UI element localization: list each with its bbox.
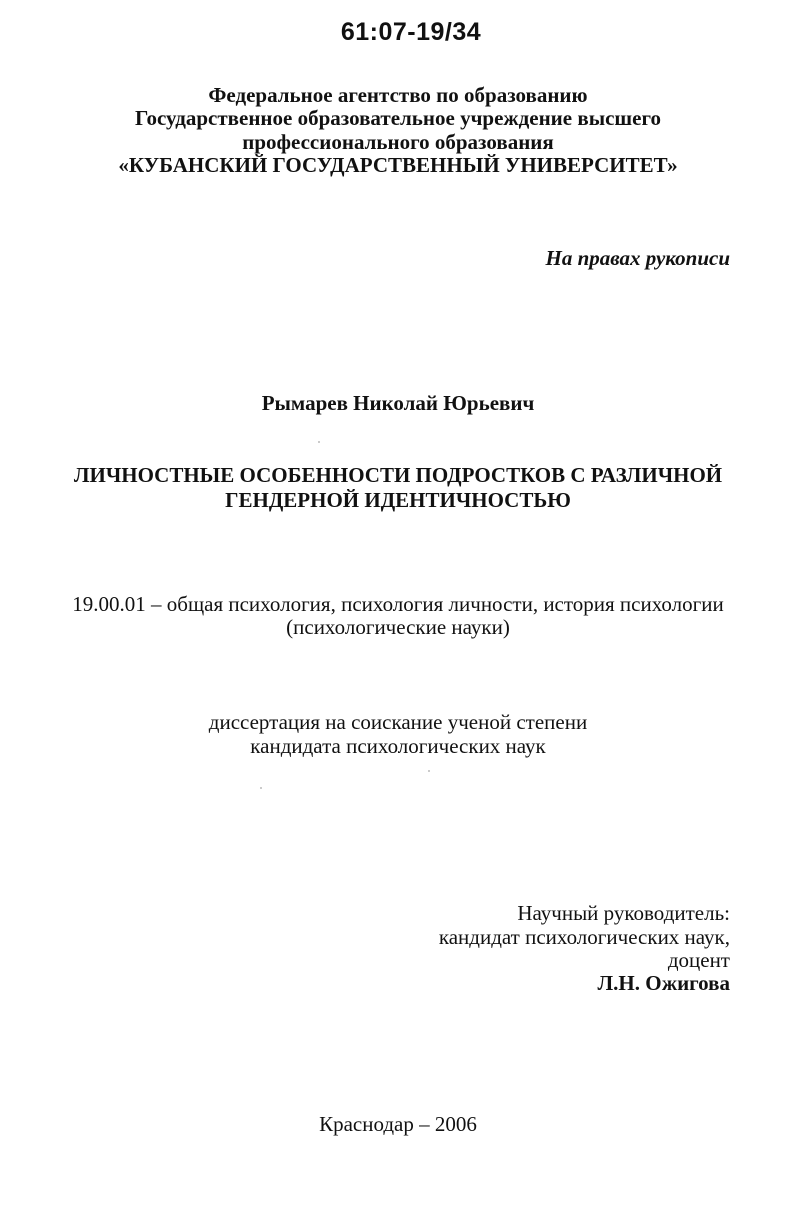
- supervisor-rank: доцент: [667, 948, 730, 972]
- scan-speck: [428, 770, 430, 772]
- supervisor-name: Л.Н. Ожигова: [597, 971, 730, 995]
- university-name: «КУБАНСКИЙ ГОСУДАРСТВЕННЫЙ УНИВЕРСИТЕТ»: [118, 153, 678, 177]
- scan-speck: [260, 787, 262, 789]
- institution-education-level: профессионального образования: [242, 130, 554, 154]
- dissertation-title-line-1: ЛИЧНОСТНЫЕ ОСОБЕННОСТИ ПОДРОСТКОВ С РАЗЛИЧНОЙ: [73, 463, 723, 487]
- specialty-field: (психологические науки): [286, 615, 510, 639]
- supervisor-label: Научный руководитель:: [517, 901, 730, 925]
- degree-purpose: диссертация на соискание ученой степени: [208, 710, 588, 734]
- degree-name: кандидата психологических наук: [250, 734, 546, 758]
- supervisor-degree: кандидат психологических наук,: [438, 925, 730, 949]
- manuscript-note: На правах рукописи: [545, 246, 730, 270]
- institution-agency: Федеральное агентство по образованию: [208, 83, 588, 107]
- dissertation-title-line-2: ГЕНДЕРНОЙ ИДЕНТИЧНОСТЬЮ: [225, 488, 571, 512]
- specialty-code: 19.00.01 – общая психология, психология личности, история психологии: [72, 592, 724, 616]
- author-name: Рымарев Николай Юрьевич: [261, 391, 535, 415]
- catalog-stamp: 61:07-19/34: [340, 18, 482, 46]
- place-and-year: Краснодар – 2006: [319, 1112, 477, 1136]
- institution-type: Государственное образовательное учреждение высшего: [135, 106, 661, 130]
- scan-speck: [318, 441, 320, 443]
